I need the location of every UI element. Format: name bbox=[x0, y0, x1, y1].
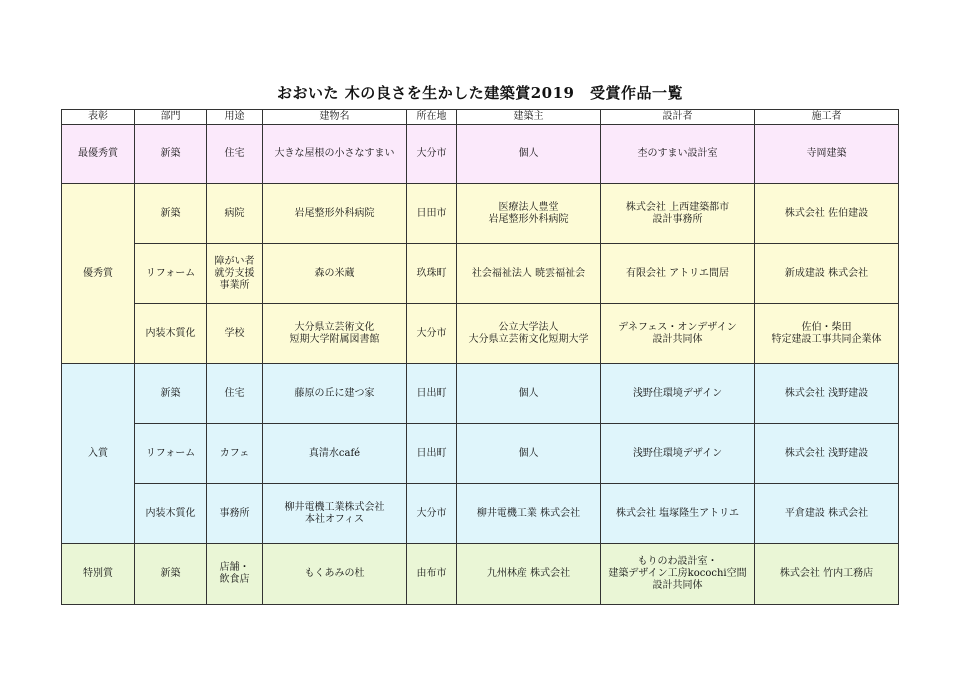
header-use: 用途 bbox=[207, 110, 263, 125]
designer-cell bbox=[601, 544, 755, 605]
owner-cell bbox=[457, 304, 601, 364]
table-row bbox=[62, 184, 899, 244]
owner-cell bbox=[457, 544, 601, 605]
award-cell: 特別賞 bbox=[62, 544, 135, 605]
owner-cell bbox=[457, 184, 601, 244]
owner-cell bbox=[457, 364, 601, 424]
building-cell bbox=[263, 244, 407, 304]
designer-cell bbox=[601, 304, 755, 364]
building-cell bbox=[263, 184, 407, 244]
designer-text: もりのわ設計室・ 建築デザイン工房kocochi空間 設計共同体 bbox=[608, 556, 747, 591]
designer-cell bbox=[601, 484, 755, 544]
header-designer: 設計者 bbox=[601, 110, 755, 125]
category-cell: 内装木質化 bbox=[135, 304, 207, 364]
use-cell bbox=[207, 424, 263, 484]
category-cell: 新築 bbox=[135, 184, 207, 244]
use-text: カフェ bbox=[219, 447, 250, 459]
designer-cell bbox=[601, 364, 755, 424]
table-row bbox=[62, 424, 899, 484]
use-cell bbox=[207, 244, 263, 304]
builder-text: 株式会社 竹内工務店 bbox=[779, 568, 874, 579]
use-text: 住宅 bbox=[224, 148, 245, 159]
category-cell: リフォーム bbox=[135, 424, 207, 484]
designer-text: 杢のすまい設計室 bbox=[637, 148, 718, 159]
designer-text: 浅野住環境デザイン bbox=[632, 387, 723, 399]
location-cell: 日田市 bbox=[407, 184, 457, 244]
owner-text: 医療法人豊堂 岩尾整形外科病院 bbox=[488, 201, 569, 225]
award-cell: 最優秀賞 bbox=[62, 125, 135, 184]
owner-text: 個人 bbox=[518, 148, 539, 159]
header-building: 建物名 bbox=[263, 110, 407, 125]
building-cell bbox=[263, 424, 407, 484]
table-row bbox=[62, 484, 899, 544]
header-builder: 施工者 bbox=[755, 110, 899, 125]
owner-text: 個人 bbox=[518, 387, 539, 399]
builder-text: 株式会社 佐伯建設 bbox=[784, 207, 869, 219]
building-cell bbox=[263, 304, 407, 364]
building-text: 大分県立芸術文化 短期大学附属図書館 bbox=[289, 321, 380, 345]
owner-text: 九州林産 株式会社 bbox=[486, 568, 571, 579]
owner-cell bbox=[457, 244, 601, 304]
use-text: 病院 bbox=[224, 207, 245, 219]
designer-text: 株式会社 塩塚隆生アトリエ bbox=[616, 507, 739, 519]
building-cell bbox=[263, 544, 407, 605]
table-row bbox=[62, 544, 899, 605]
designer-cell bbox=[601, 244, 755, 304]
builder-text: 平倉建設 株式会社 bbox=[784, 507, 869, 519]
use-cell bbox=[207, 544, 263, 605]
use-cell bbox=[207, 484, 263, 544]
builder-text: 寺岡建築 bbox=[806, 148, 847, 159]
awards-table bbox=[61, 109, 899, 605]
building-cell bbox=[263, 484, 407, 544]
location-cell: 由布市 bbox=[407, 544, 457, 605]
designer-text: 有限会社 アトリエ間居 bbox=[626, 267, 729, 279]
building-text: 藤原の丘に建つ家 bbox=[294, 387, 375, 399]
builder-cell bbox=[755, 544, 899, 605]
use-cell bbox=[207, 184, 263, 244]
table-row bbox=[62, 364, 899, 424]
page-title: おおいた 木の良さを生かした建築賞2019 受賞作品一覧 bbox=[277, 84, 683, 102]
builder-cell bbox=[755, 424, 899, 484]
category-cell: 新築 bbox=[135, 544, 207, 605]
builder-cell bbox=[755, 484, 899, 544]
designer-cell bbox=[601, 125, 755, 184]
award-cell: 優秀賞 bbox=[62, 184, 135, 364]
category-cell: 新築 bbox=[135, 364, 207, 424]
builder-text: 新成建設 株式会社 bbox=[784, 267, 869, 279]
owner-text: 柳井電機工業 株式会社 bbox=[476, 507, 581, 519]
building-text: 大きな屋根の小さなすまい bbox=[274, 148, 395, 159]
building-cell bbox=[263, 125, 407, 184]
location-cell: 大分市 bbox=[407, 484, 457, 544]
use-text: 住宅 bbox=[224, 387, 245, 399]
builder-text: 株式会社 浅野建設 bbox=[784, 387, 869, 399]
table-row bbox=[62, 125, 899, 184]
building-text: もくあみの杜 bbox=[304, 568, 365, 579]
header-award: 表彰 bbox=[62, 110, 135, 125]
designer-cell bbox=[601, 424, 755, 484]
builder-text: 佐伯・柴田 特定建設工事共同企業体 bbox=[771, 321, 882, 345]
location-cell: 玖珠町 bbox=[407, 244, 457, 304]
use-text: 店舗・ 飲食店 bbox=[219, 562, 250, 585]
location-cell: 大分市 bbox=[407, 125, 457, 184]
designer-text: デネフェス・オンデザイン 設計共同体 bbox=[618, 321, 737, 345]
builder-text: 株式会社 浅野建設 bbox=[784, 447, 869, 459]
builder-cell bbox=[755, 364, 899, 424]
owner-text: 社会福祉法人 暁雲福祉会 bbox=[471, 267, 586, 279]
builder-cell bbox=[755, 184, 899, 244]
building-text: 森の米蔵 bbox=[314, 267, 355, 279]
table-row bbox=[62, 304, 899, 364]
category-cell: 新築 bbox=[135, 125, 207, 184]
owner-cell bbox=[457, 484, 601, 544]
use-cell bbox=[207, 125, 263, 184]
location-cell: 日出町 bbox=[407, 364, 457, 424]
header-row bbox=[62, 110, 899, 125]
use-text: 学校 bbox=[224, 327, 245, 339]
header-owner: 建築主 bbox=[457, 110, 601, 125]
owner-cell bbox=[457, 125, 601, 184]
building-text: 岩尾整形外科病院 bbox=[294, 207, 375, 219]
building-cell bbox=[263, 364, 407, 424]
use-text: 障がい者 就労支援 事業所 bbox=[214, 255, 255, 291]
location-cell: 大分市 bbox=[407, 304, 457, 364]
builder-cell bbox=[755, 125, 899, 184]
header-category: 部門 bbox=[135, 110, 207, 125]
designer-cell bbox=[601, 184, 755, 244]
builder-cell bbox=[755, 244, 899, 304]
table-row bbox=[62, 244, 899, 304]
designer-text: 浅野住環境デザイン bbox=[632, 447, 723, 459]
location-cell: 日出町 bbox=[407, 424, 457, 484]
header-location: 所在地 bbox=[407, 110, 457, 125]
award-cell: 入賞 bbox=[62, 364, 135, 544]
builder-cell bbox=[755, 304, 899, 364]
use-text: 事務所 bbox=[219, 507, 250, 519]
owner-text: 公立大学法人 大分県立芸術文化短期大学 bbox=[468, 321, 589, 345]
use-cell bbox=[207, 304, 263, 364]
building-text: 柳井電機工業株式会社 本社オフィス bbox=[284, 501, 385, 525]
building-text: 真清水café bbox=[308, 447, 361, 459]
category-cell: リフォーム bbox=[135, 244, 207, 304]
category-cell: 内装木質化 bbox=[135, 484, 207, 544]
owner-cell bbox=[457, 424, 601, 484]
designer-text: 株式会社 上西建築都市 設計事務所 bbox=[625, 201, 730, 225]
use-cell bbox=[207, 364, 263, 424]
owner-text: 個人 bbox=[518, 447, 539, 459]
